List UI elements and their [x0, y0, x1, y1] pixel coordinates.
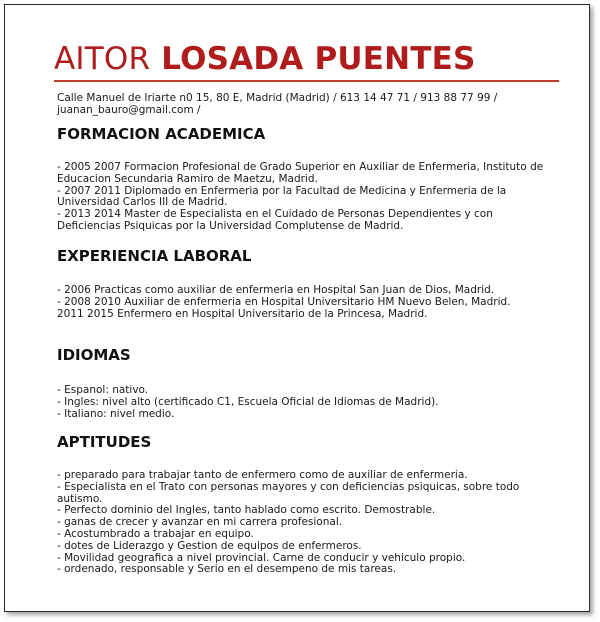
section-title-formacion: FORMACION ACADEMICA [57, 125, 266, 143]
list-item: Universidad Carlos III de Madrid. [57, 196, 228, 209]
section-body-aptitudes [57, 470, 557, 576]
contact-line: Calle Manuel de Iriarte n0 15, 80 E, Madrid (Madrid) / 613 14 47 71 / 913 88 77 99 / [57, 92, 498, 104]
contact-line: juanan_bauro@gmail.com / [57, 104, 201, 116]
section-title-idiomas: IDIOMAS [57, 346, 131, 364]
list-item: - 2008 2010 Auxiliar de enfermeria en Hospital Universitario HM Nuevo Belen, Madrid. [57, 295, 511, 308]
list-item: - 2007 2011 Diplomado en Enfermeria por la Facultad de Medicina y Enfermeria de la [57, 184, 507, 197]
list-item: - 2013 2014 Master de Especialista en el Cuidado de Personas Dependientes y con [57, 208, 493, 221]
section-title-aptitudes: APTITUDES [57, 433, 152, 451]
contact-info [57, 92, 557, 116]
list-item: - Movilidad geografica a nivel provincial. Carne de conducir y vehiculo propio. [57, 551, 466, 564]
list-item: - 2006 Practicas como auxiliar de enfermeria en Hospital San Juan de Dios, Madrid. [57, 284, 495, 296]
list-item: Educacion Secundaria Ramiro de Maetzu, Madrid. [57, 172, 318, 185]
section-title-experiencia: EXPERIENCIA LABORAL [57, 247, 252, 265]
list-item: - 2005 2007 Formacion Profesional de Grado Superior en Auxiliar de Enfermeria, Instituto de [57, 161, 544, 173]
candidate-name [54, 41, 476, 77]
first-name: AITOR [54, 41, 151, 77]
list-item: - Ingles: nivel alto (certificado C1, Escuela Oficial de Idiomas de Madrid). [57, 395, 439, 408]
list-item: - Espanol: nativo. [57, 384, 149, 396]
resume-page [4, 4, 590, 612]
list-item: - ganas de crecer y avanzar en mi carrera profesional. [57, 516, 343, 529]
section-body-formacion [57, 162, 557, 233]
list-item: - Perfecto dominio del Ingles, tanto hablado como escrito. Demostrable. [57, 504, 436, 517]
list-item: - Acostumbrado a trabajar en equipo. [57, 527, 254, 540]
header-divider [54, 80, 559, 82]
section-body-experiencia [57, 285, 557, 320]
last-names: LOSADA PUENTES [161, 41, 476, 77]
list-item: autismo. [57, 492, 103, 505]
list-item: - preparado para trabajar tanto de enfermero como de auxiliar de enfermeria. [57, 469, 468, 481]
section-body-idiomas [57, 385, 557, 420]
list-item: Deficiencias Psiquicas por la Universidad Complutense de Madrid. [57, 219, 404, 232]
list-item: - Italiano: nivel medio. [57, 407, 175, 420]
list-item: - Especialista en el Trato con personas mayores y con deficiencias psiquicas, sobre todo [57, 480, 520, 493]
list-item: - ordenado, responsable y Serio en el desempeno de mis tareas. [57, 563, 397, 576]
list-item: - dotes de Liderazgo y Gestion de equipos de enfermeros. [57, 539, 362, 552]
list-item: 2011 2015 Enfermero en Hospital Universitario de la Princesa, Madrid. [57, 307, 428, 320]
